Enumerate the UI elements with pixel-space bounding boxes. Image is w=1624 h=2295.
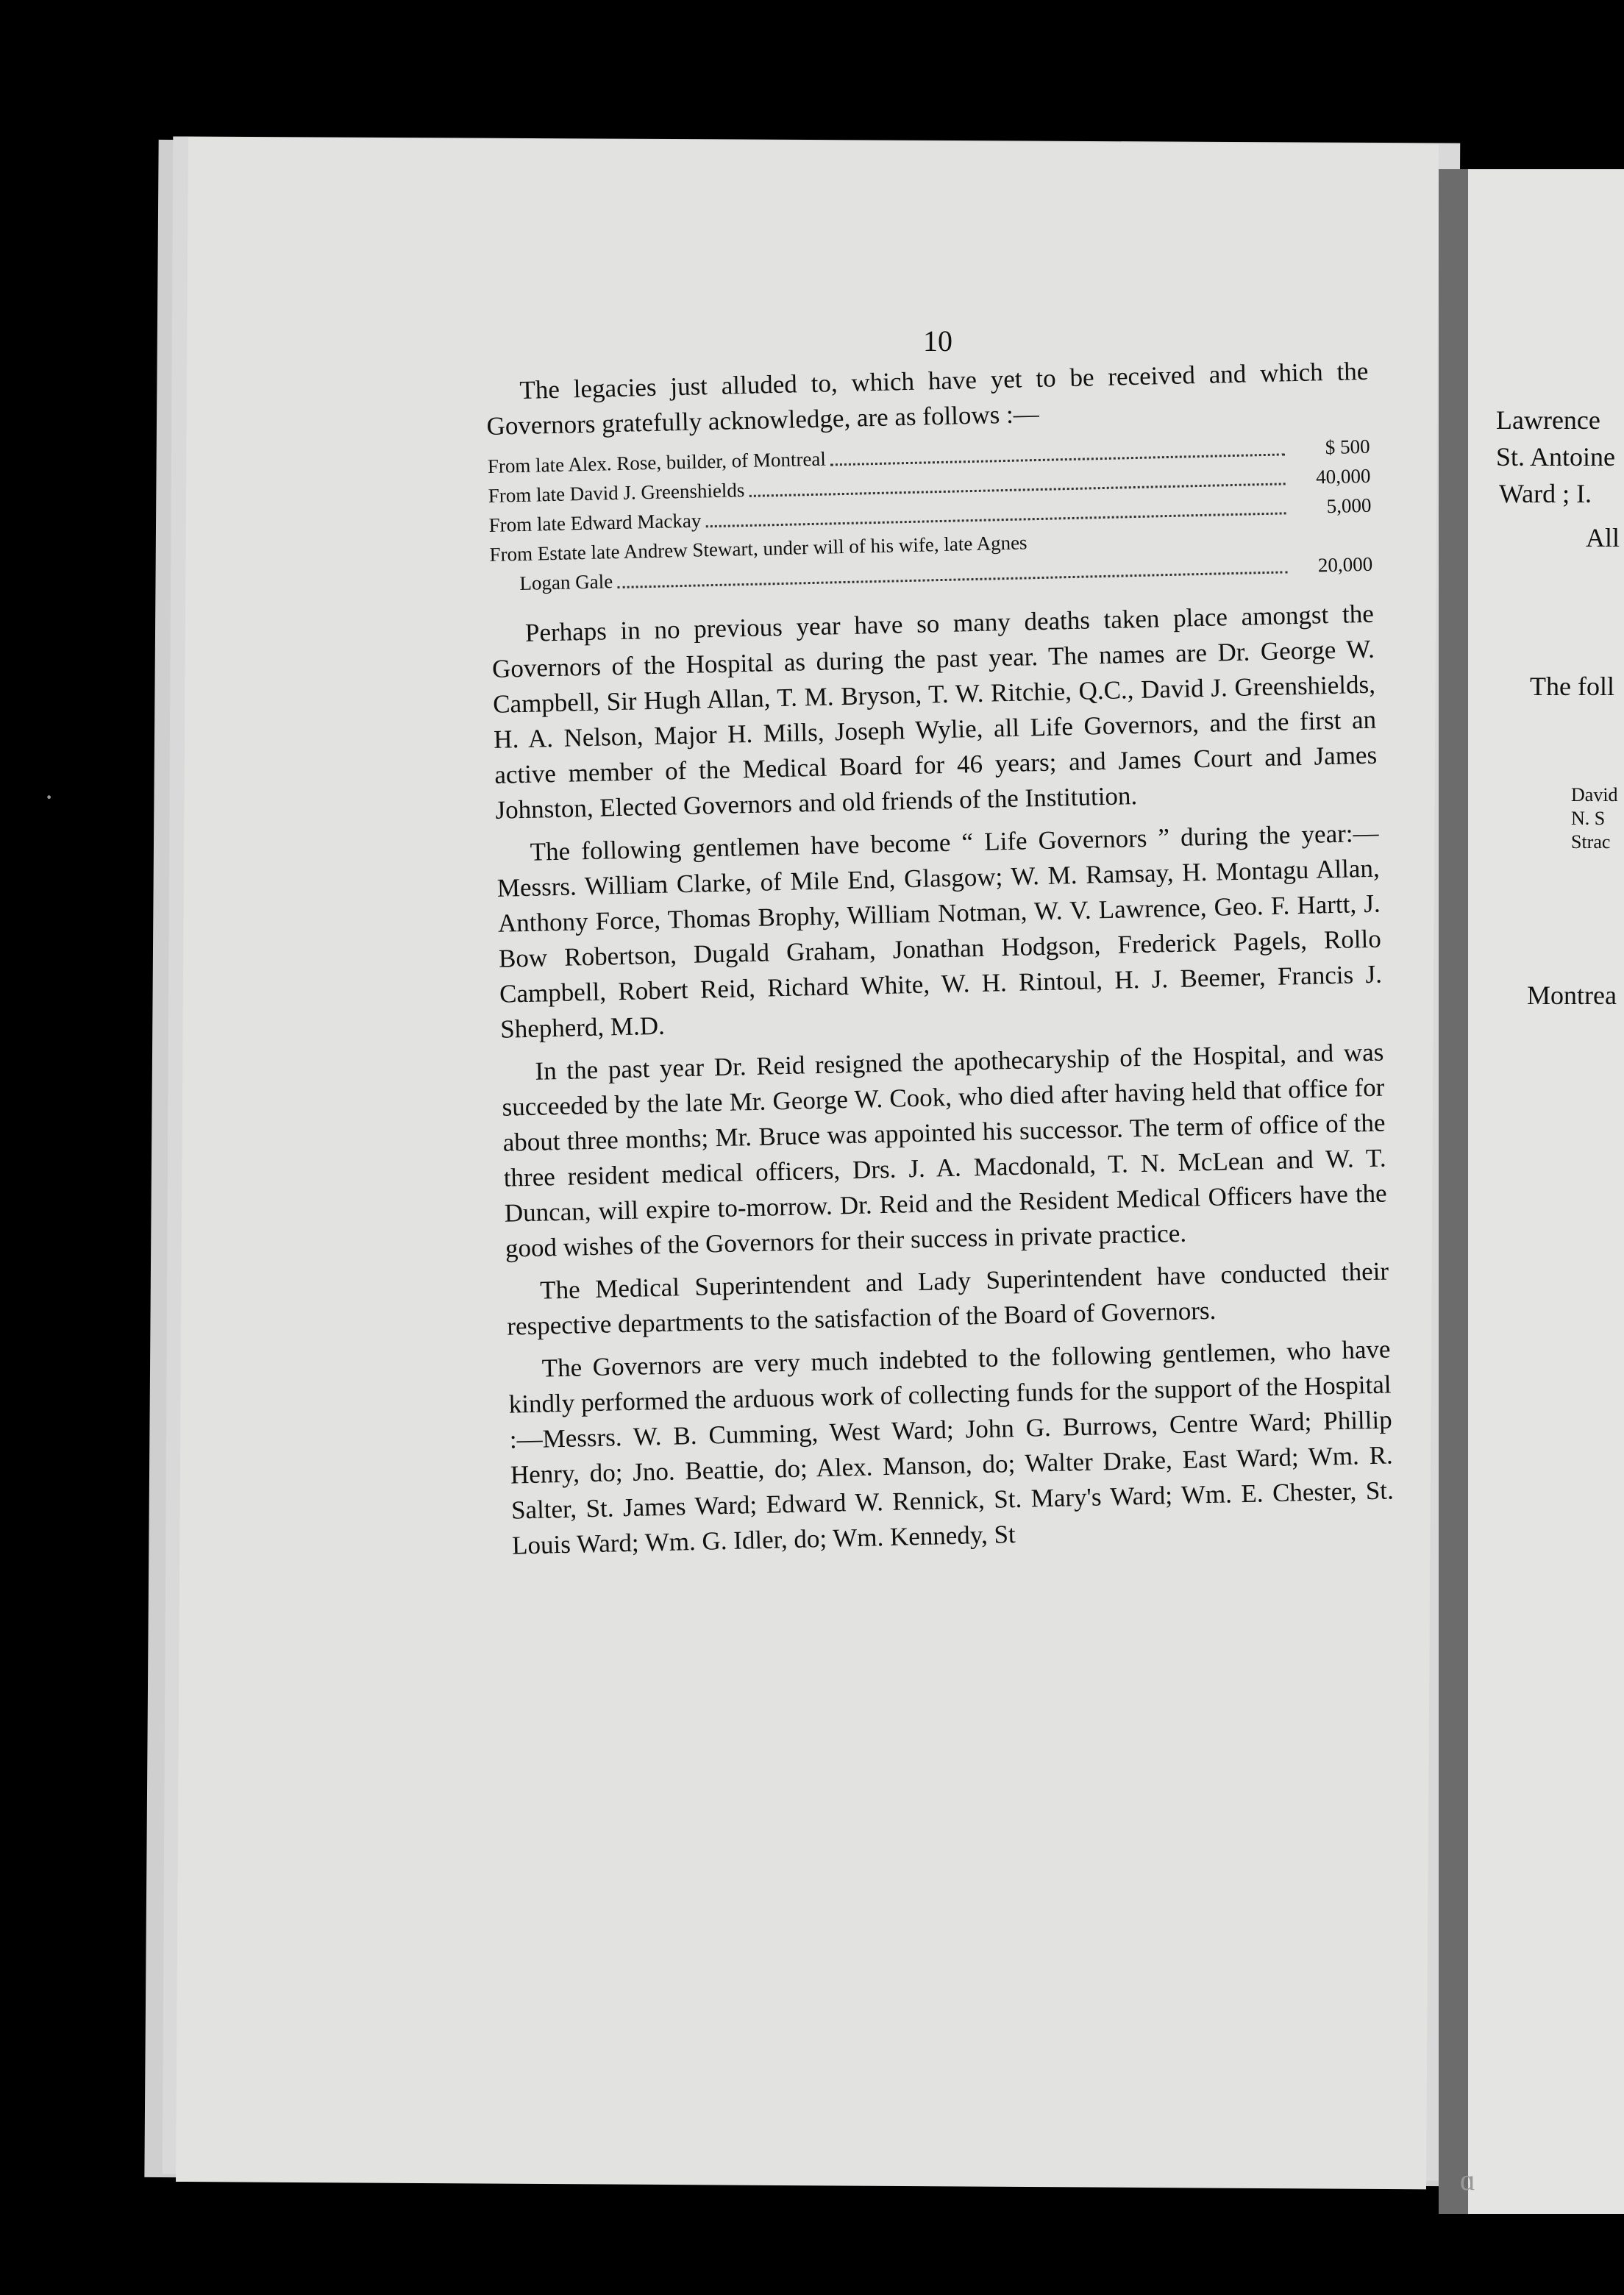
facing-page-fragment: N. S (1571, 808, 1606, 829)
paragraph-deaths: Perhaps in no previous year have so many deaths taken place amongst the Governors of the Hospital as during the past year. The names are Dr. George W. Campbell, Sir Hugh Allan, T. M. Bryson, T. W. Ritchie, Q.C., David J. Greenshields, H. A. Nelson, Major H. Mills, Joseph Wylie, all Life Governors, and the first an active member of the Medical Board for 46 years; and James Court and James Johnston, Elected Governors and old friends of the Institution. (491, 599, 1378, 825)
legacy-amount: 40,000 (1315, 464, 1371, 488)
legacy-label-continuation: Logan Gale (519, 570, 613, 595)
legacy-amount: $ 500 (1325, 435, 1370, 459)
page-body (485, 354, 1395, 1571)
facing-page (1468, 169, 1624, 2214)
paragraph-life-governors: The following gentlemen have become “ Life Governors ” during the year:—Messrs. William Clarke, of Mile End, Glasgow; W. M. Ramsay, H. Montagu Allan, Anthony Force, Thomas Brophy, William Notman, W. V. Lawrence, Geo. F. Hartt, J. Bow Robertson, Dugald Graham, Jonathan Hodgson, Frederick Pagels, Rollo Campbell, Robert Reid, Richard White, W. H. Rintoul, H. J. Beemer, Francis J. Shepherd, M.D. (496, 818, 1383, 1044)
facing-page-fragment: The foll (1530, 672, 1614, 701)
paragraph-superintendents: The Medical Superintendent and Lady Superintendent have conducted their respective departments to the satisfaction of the Board of Governors. (506, 1256, 1389, 1341)
legacy-label: From late David J. Greenshields (488, 479, 745, 507)
facing-page-fragment: All (1586, 523, 1620, 552)
facing-page-fragment: St. Antoine (1496, 442, 1616, 472)
scan-speck-icon: · (44, 780, 54, 814)
legacy-label: From late Alex. Rose, builder, of Montreal (487, 447, 827, 477)
paragraph-apothecary: In the past year Dr. Reid resigned the apothecaryship of the Hospital, and was succeeded by the late Mr. George W. Cook, who died after having held that office for about three months; Mr. Bruce was appointed his successor. The term of office of the three resident medical officers, Drs. J. A. Macdonald, T. N. McLean and W. T. Duncan, will expire to-morrow. Dr. Reid and the Resident Medical Officers have the good wishes of the Governors for their success in private practice. (502, 1037, 1388, 1263)
paragraph-collectors: The Governors are very much indebted to the following gentlemen, who have kindly performed the arduous work of collecting funds for the support of the Hospital :—Messrs. W. B. Cumming, West Ward; John G. Burrows, Centre Ward; Phillip Henry, do; Jno. Beattie, do; Alex. Manson, do; Walter Drake, East Ward; Wm. R. Salter, St. James Ward; Edward W. Rennick, St. Mary's Ward; Wm. E. Chester, St. Louis Ward; Wm. G. Idler, do; Wm. Kennedy, St (508, 1334, 1395, 1560)
legacy-list (487, 432, 1372, 599)
scan-speck-icon: ɑ (1460, 2163, 1475, 2196)
facing-page-fragment: Montrea (1527, 981, 1617, 1010)
legacy-amount: 20,000 (1317, 552, 1373, 577)
book-gutter (1439, 169, 1468, 2214)
legacy-amount: 5,000 (1326, 494, 1372, 518)
facing-page-fragment: Ward ; I. (1499, 479, 1592, 508)
facing-page-fragment: Strac (1571, 831, 1611, 853)
facing-page-fragment: Lawrence (1496, 405, 1600, 435)
legacy-label: From late Edward Mackay (488, 509, 702, 536)
facing-page-fragment: David (1571, 784, 1618, 805)
paragraph-legacies-intro: The legacies just alluded to, which have yet to be received and which the Governors gratefully acknowledge, are as follows :— (486, 356, 1369, 441)
dot-leader (617, 571, 1287, 588)
page-number: 10 (923, 324, 952, 357)
legacy-label: From Estate late Andrew Stewart, under will of his wife, late Agnes (489, 531, 1028, 566)
